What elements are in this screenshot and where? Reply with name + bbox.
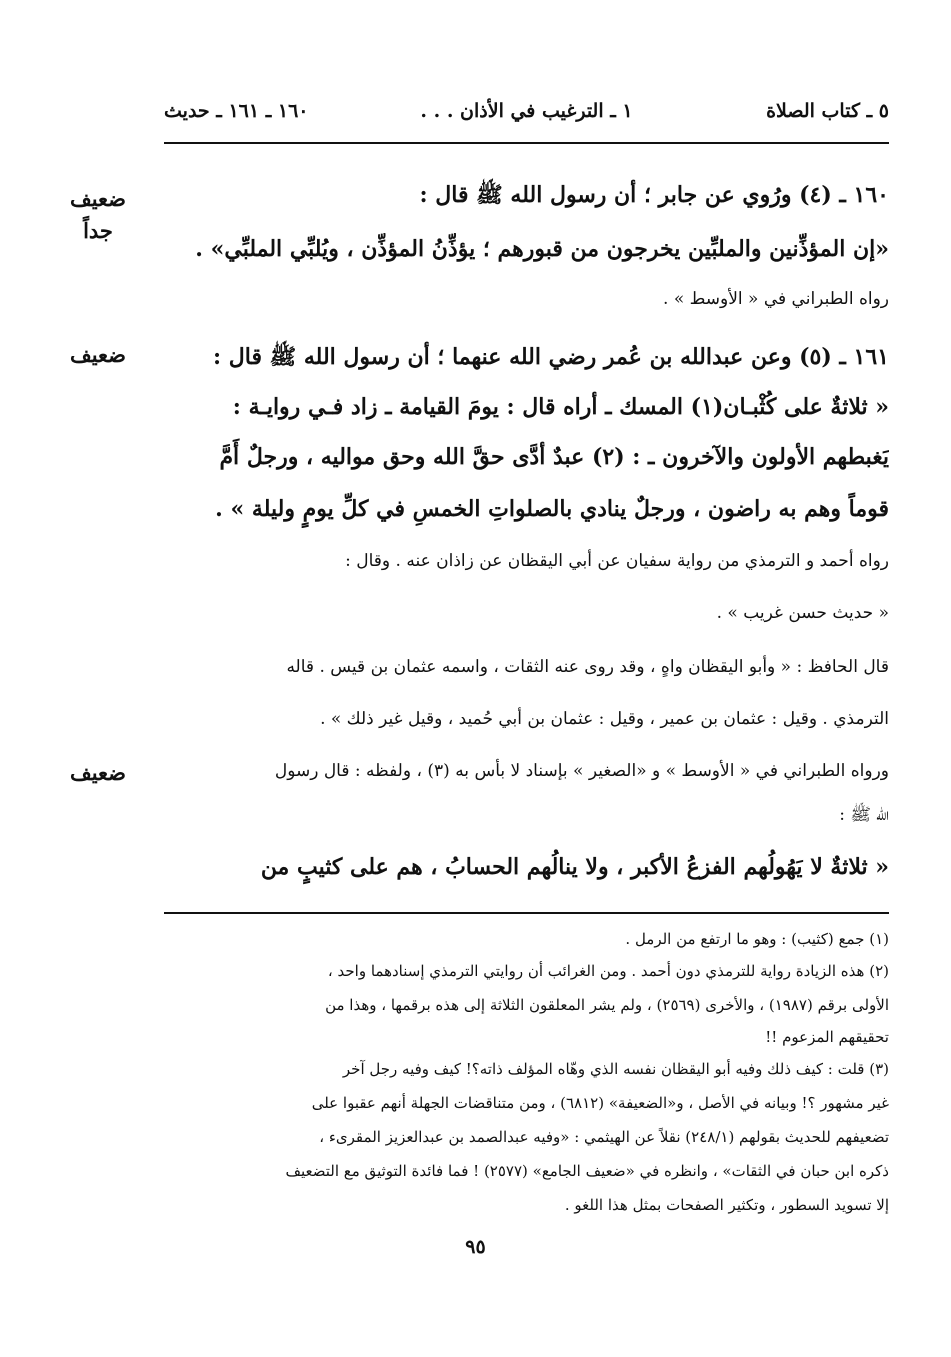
tabarani-narration: الله ﷺ :	[839, 805, 889, 825]
hadith-161-text: « ثلاثةٌ على كُثْبـان(١) المسك ـ أراه قال : يومَ القيامة ـ زاد فـي روايـة :	[232, 394, 889, 420]
footnote-rule	[164, 912, 889, 914]
footnote-3: غير مشهور ؟! وبيانه في الأصل ، و«الضعيفة» (٦٨١٢) ، ومن متناقضات الجهلة أنهم عقبوا على	[311, 1094, 889, 1112]
running-header	[164, 96, 889, 130]
hadith-160-text: «إن المؤذِّنين والملبِّين يخرجون من قبورهم ؛ يؤذِّنُ المؤذِّن ، ويُلبِّي الملبِّي» .	[195, 236, 889, 262]
footnote-3: ذكره ابن حبان في الثقات» ، وانظره في «ضعيف الجامع» (٢٥٧٧) ! فما فائدة التوثيق مع التضعيف	[285, 1162, 889, 1180]
grade-label: ضعيف	[69, 342, 127, 367]
hafiz-comment: الترمذي . وقيل : عثمان بن عمير ، وقيل : عثمان بن أبي حُميد ، وقيل غير ذلك » .	[320, 709, 889, 729]
grade-label: جداً	[83, 218, 113, 243]
footnote-2: تحقيقهم المزعوم !!	[765, 1028, 889, 1046]
grade-label: ضعيف	[69, 186, 127, 211]
header-section: ١ ـ الترغيب في الأذان . . .	[420, 100, 633, 122]
hadith-160-intro: ١٦٠ ـ (٤) ورُوي عن جابر ؛ أن رسول الله ﷺ قال :	[419, 182, 889, 208]
footnote-3: إلا تسويد السطور ، وتكثير الصفحات بمثل هذا اللغو .	[564, 1196, 889, 1214]
hadith-160-source: رواه الطبراني في « الأوسط » .	[663, 289, 889, 309]
hadith-161-source: رواه أحمد و الترمذي من رواية سفيان عن أبي اليقظان عن زاذان عنه . وقال :	[345, 551, 889, 571]
header-chapter: ٥ ـ كتاب الصلاة	[766, 100, 889, 122]
tabarani-narration: ورواه الطبراني في « الأوسط » و «الصغير » بإسناد لا بأس به (٣) ، ولفظه : قال رسول	[274, 761, 889, 781]
hadith-161-source: « حديث حسن غريب » .	[716, 603, 889, 623]
hadith-161-text: قوماً وهم به راضون ، ورجلٌ ينادي بالصلواتِ الخمسِ في كلِّ يومٍ وليلة » .	[215, 496, 889, 522]
footnote-2: الأولى برقم (١٩٨٧) ، والأخرى (٢٥٦٩) ، ولم يشر المعلقون الثلاثة إلى هذه برقمها ، وهذا من	[325, 996, 889, 1014]
hadith-161-text: يَغبطهم الأولون والآخرون ـ : (٢) عبدٌ أدَّى حقَّ الله وحق مواليه ، ورجلٌ أَمَّ	[219, 444, 889, 470]
tabarani-text: « ثلاثةٌ لا يَهُولُهم الفزعُ الأكبر ، ولا ينالُهم الحسابُ ، هم على كثيبٍ من	[260, 854, 889, 880]
footnote-2: (٢) هذه الزيادة رواية للترمذي دون أحمد . ومن الغرائب أن روايتي الترمذي إسنادهما واحد ،	[327, 962, 889, 980]
hafiz-comment: قال الحافظ : « وأبو اليقظان واهٍ ، وقد روى عنه الثقات ، واسمه عثمان بن قيس . قاله	[286, 657, 889, 677]
footnote-3: (٣) قلت : كيف ذلك وفيه أبو اليقظان نفسه الذي وهّاه المؤلف ذاته؟! كيف وفيه رجل آخر	[342, 1060, 889, 1078]
hadith-161-intro: ١٦١ ـ (٥) وعن عبدالله بن عُمر رضي الله عنهما ؛ أن رسول الله ﷺ قال :	[213, 344, 889, 370]
header-hadith-range: ١٦٠ ـ ١٦١ ـ حديث	[164, 100, 309, 122]
header-rule	[164, 142, 889, 144]
footnote-3: تضعيفهم للحديث بقولهم (٢٤٨/١) نقلاً عن الهيثمي : «وفيه عبدالصمد بن عبدالعزيز المقرىء ،	[319, 1128, 889, 1146]
footnote-1: (١) جمع (كثيب) : وهو ما ارتفع من الرمل .	[625, 930, 889, 948]
page-number: ٩٥	[465, 1236, 486, 1258]
grade-label: ضعيف	[69, 760, 127, 785]
